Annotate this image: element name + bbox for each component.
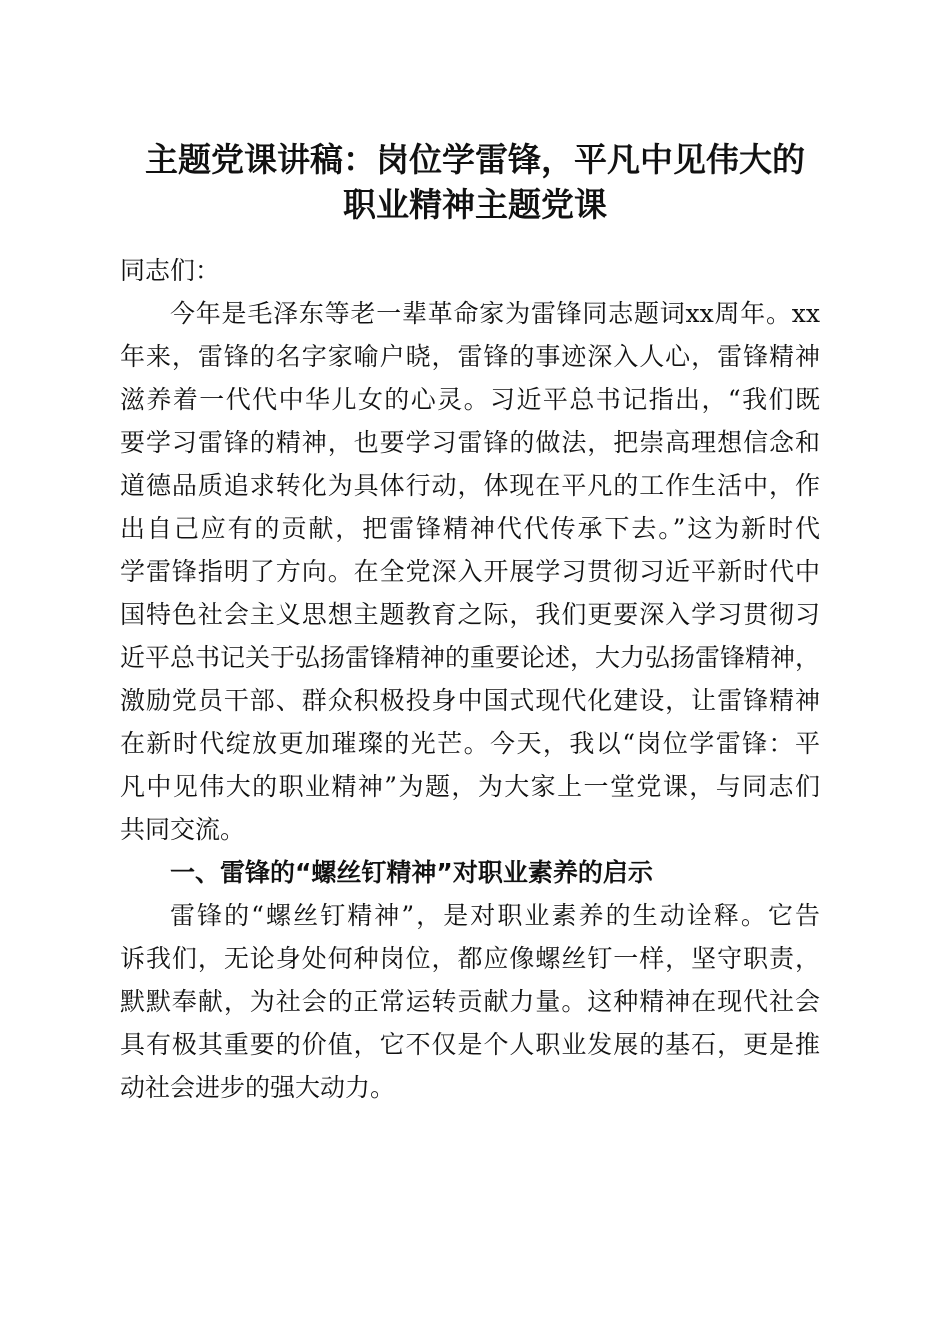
paragraph-line: 要学习雷锋的精神，也要学习雷锋的做法，把崇高理想信念和 — [120, 428, 820, 457]
paragraph-line: 诉我们，无论身处何种岗位，都应像螺丝钉一样，坚守职责， — [120, 944, 820, 973]
paragraph-line: 国特色社会主义思想主题教育之际，我们更要深入学习贯彻习 — [120, 600, 820, 629]
document-title — [0, 137, 950, 227]
paragraph-line: 道德品质追求转化为具体行动，体现在平凡的工作生活中，作 — [120, 471, 820, 500]
title-line-1: 主题党课讲稿：岗位学雷锋，平凡中见伟大的 — [145, 140, 805, 179]
paragraph-line: 雷锋的“螺丝钉精神”，是对职业素养的生动诠释。它告 — [170, 901, 820, 930]
paragraph-intro — [120, 292, 820, 851]
paragraph-line: 共同交流。 — [120, 815, 246, 844]
paragraph-line: 激励党员干部、群众积极投身中国式现代化建设，让雷锋精神 — [120, 686, 820, 715]
paragraph-line: 在新时代绽放更加璀璨的光芒。今天，我以“岗位学雷锋：平 — [120, 729, 820, 758]
paragraph-line: 今年是毛泽东等老一辈革命家为雷锋同志题词xx周年。xx — [170, 299, 820, 328]
salutation: 同志们： — [120, 256, 221, 285]
paragraph-line: 年来，雷锋的名字家喻户晓，雷锋的事迹深入人心，雷锋精神 — [120, 342, 820, 371]
paragraph-line: 凡中见伟大的职业精神”为题，为大家上一堂党课，与同志们 — [120, 772, 820, 801]
paragraph-section-1 — [120, 894, 820, 1109]
paragraph-line: 具有极其重要的价值，它不仅是个人职业发展的基石，更是推 — [120, 1030, 820, 1059]
paragraph-line: 出自己应有的贡献，把雷锋精神代代传承下去。”这为新时代 — [120, 514, 820, 543]
title-line-2: 职业精神主题党课 — [343, 185, 607, 224]
paragraph-line: 滋养着一代代中华儿女的心灵。习近平总书记指出，“我们既 — [120, 385, 820, 414]
paragraph-line: 学雷锋指明了方向。在全党深入开展学习贯彻习近平新时代中 — [120, 557, 820, 586]
paragraph-line: 动社会进步的强大动力。 — [120, 1073, 396, 1102]
document-body — [120, 249, 820, 1109]
section-heading-1: 一、雷锋的“螺丝钉精神”对职业素养的启示 — [170, 858, 653, 887]
paragraph-line: 默默奉献，为社会的正常运转贡献力量。这种精神在现代社会 — [120, 987, 820, 1016]
paragraph-line: 近平总书记关于弘扬雷锋精神的重要论述，大力弘扬雷锋精神， — [120, 643, 821, 672]
